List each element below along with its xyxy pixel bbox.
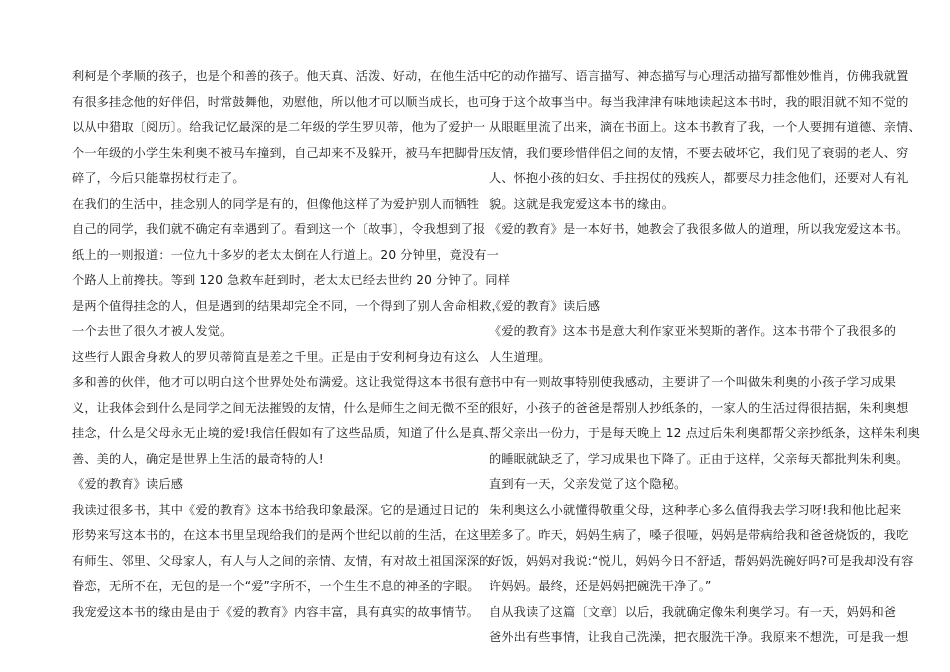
text-line: 这些行人跟舍身救人的罗贝蒂简直是差之千里。正是由于安利柯身边有这么 <box>72 349 480 364</box>
right-text-column <box>489 64 921 651</box>
text-line: 许妈妈。最终，还是妈妈把碗洗干净了。” <box>489 579 712 593</box>
text-line: 是两个值得挂念的人，但是遇到的结果却完全不同，一个得到了别人舍命相救， <box>72 298 504 313</box>
text-line: 有很多挂念他的好伴侣，时常鼓舞他，劝慰他，所以他才可以顺当成长，也可 <box>72 94 492 109</box>
text-line: 纸上的一则报道：一位九十多岁的老太太倒在人行道上。20 分钟里，竟没有一 <box>72 247 499 262</box>
text-line: 义，让我体会到什么是同学之间无法摧毁的友情，什么是师生之间无微不至的 <box>72 400 492 415</box>
text-line: 的睡眠就缺乏了，学习成果也下降了。正由于这样，父亲每天都批判朱利奥。 <box>489 451 909 466</box>
text-line: 直到有一天，父亲发觉了这个隐秘。 <box>489 477 687 491</box>
text-line: 书中有一则故事特别使我感动，主要讲了一个叫做朱利奥的小孩子学习成果 <box>489 375 897 389</box>
text-line: 自从我读了这篇〔文章〕以后，我就确定像朱利奥学习。有一天，妈妈和爸 <box>489 604 897 619</box>
text-line: 人、怀抱小孩的妇女、手拄拐仗的残疾人，都要尽力挂念他们，还要对人有礼 <box>489 171 909 185</box>
text-line: 从眼眶里流了出来，滴在书面上。这本书教育了我，一个人要拥有道德、亲情、 <box>489 120 921 134</box>
text-line: 多和善的伙伴，他才可以明白这个世界处处布满爱。这让我觉得这本书很有意 <box>72 375 492 389</box>
text-line: 差多了。昨天，妈妈生病了，嗓子很哑，妈妈是带病给我和爸爸烧饭的，我吃 <box>489 528 909 542</box>
text-line: 我读过很多书，其中《爱的教育》这本书给我印象最深。它的是通过日记的 <box>72 502 480 517</box>
text-line: 《爱的教育》读后感 <box>72 477 184 491</box>
left-text-column <box>72 64 511 625</box>
text-line: 眷恋，无所不在，无包的是一个“爱”字所不，一个生生不息的神圣的字眼。 <box>72 579 480 593</box>
text-line: 《爱的教育》这本书是意大利作家亚米契斯的著作。这本书带个了我很多的 <box>489 324 897 338</box>
text-line <box>489 243 881 269</box>
text-line: 身于这个故事当中。每当我津津有味地读起这本书时，我的眼泪就不知不觉的 <box>489 94 909 109</box>
text-line: 友情，我们要珍惜伴侣之间的友情，不要去破坏它，我们见了衰弱的老人、穷 <box>489 145 909 160</box>
text-line: 利柯是个孝顺的孩子，也是个和善的孩子。他天真、活泼、好动，在他生活中 <box>72 69 492 83</box>
text-line: 碎了，今后只能靠拐杖行走了。 <box>72 171 245 185</box>
text-line: 我宠爱这本书的缘由是由于《爱的教育》内容丰富，具有真实的故事情节。 <box>72 604 480 619</box>
text-line: 有师生、邻里、父母家人，有人与人之间的亲情、友情，有对故土祖国深深的 <box>72 553 492 568</box>
text-line: 《爱的教育》读后感 <box>489 298 601 313</box>
text-line: 形势来写这本书的，在这本书里呈现给我们的是两个世纪以前的生活，在这里 <box>72 528 492 542</box>
text-line <box>489 268 881 294</box>
text-line: 好饭，妈妈对我说:“悦儿，妈妈今日不舒适，帮妈妈洗碗好吗?可是我却没有容 <box>489 553 914 568</box>
text-line: 爸外出有些事情，让我自己洗澡，把衣服洗干净。我原来不想洗，可是我一想 <box>489 630 909 644</box>
text-line: 人生道理。 <box>489 349 551 364</box>
text-line: 帮父亲出一份力，于是每天晚上 12 点过后朱利奥都帮父亲抄纸条，这样朱利奥 <box>489 426 920 440</box>
text-line: 貌。这就是我宠爱这本书的缘由。 <box>489 196 675 211</box>
text-line: 自己的同学，我们就不确定有幸遇到了。看到这一个〔故事〕，令我想到了报 <box>72 222 486 236</box>
text-line: 它的动作描写、语言描写、神态描写与心理活动描写都惟妙惟肖，仿佛我就置 <box>489 69 909 83</box>
text-line: 个一年级的小学生朱利奥不被马车撞到，自己却来不及躲开，被马车把脚骨压 <box>72 145 492 160</box>
text-line: 很好，小孩子的爸爸是帮别人抄纸条的，一家人的生活过得很拮据，朱利奥想 <box>489 400 909 415</box>
text-line: 挂念，什么是父母永无止境的爱!我信任假如有了这些品质，知道了什么是真、 <box>72 426 497 440</box>
text-line: 朱利奥这么小就懂得敬重父母，这种孝心多么值得我去学习呀!我和他比起来 <box>489 502 902 517</box>
text-line: 《爱的教育》是一本好书，她教会了我很多做人的道理，所以我宠爱这本书。 <box>489 222 909 236</box>
text-line: 善、美的人，确定是世界上生活的最奇特的人! <box>72 451 324 466</box>
text-line: 个路人上前搀扶。等到 120 急救车赶到时，老太太已经去世约 20 分钟了。同样 <box>72 273 511 287</box>
text-line: 以从中猎取〔阅历〕。给我记忆最深的是二年级的学生罗贝蒂，他为了爱护一 <box>72 120 486 134</box>
text-line: 一个去世了很久才被人发觉。 <box>72 324 233 338</box>
text-line: 在我们的生活中，挂念别人的同学是有的，但像他这样了为爱护别人而牺牲 <box>72 196 480 211</box>
